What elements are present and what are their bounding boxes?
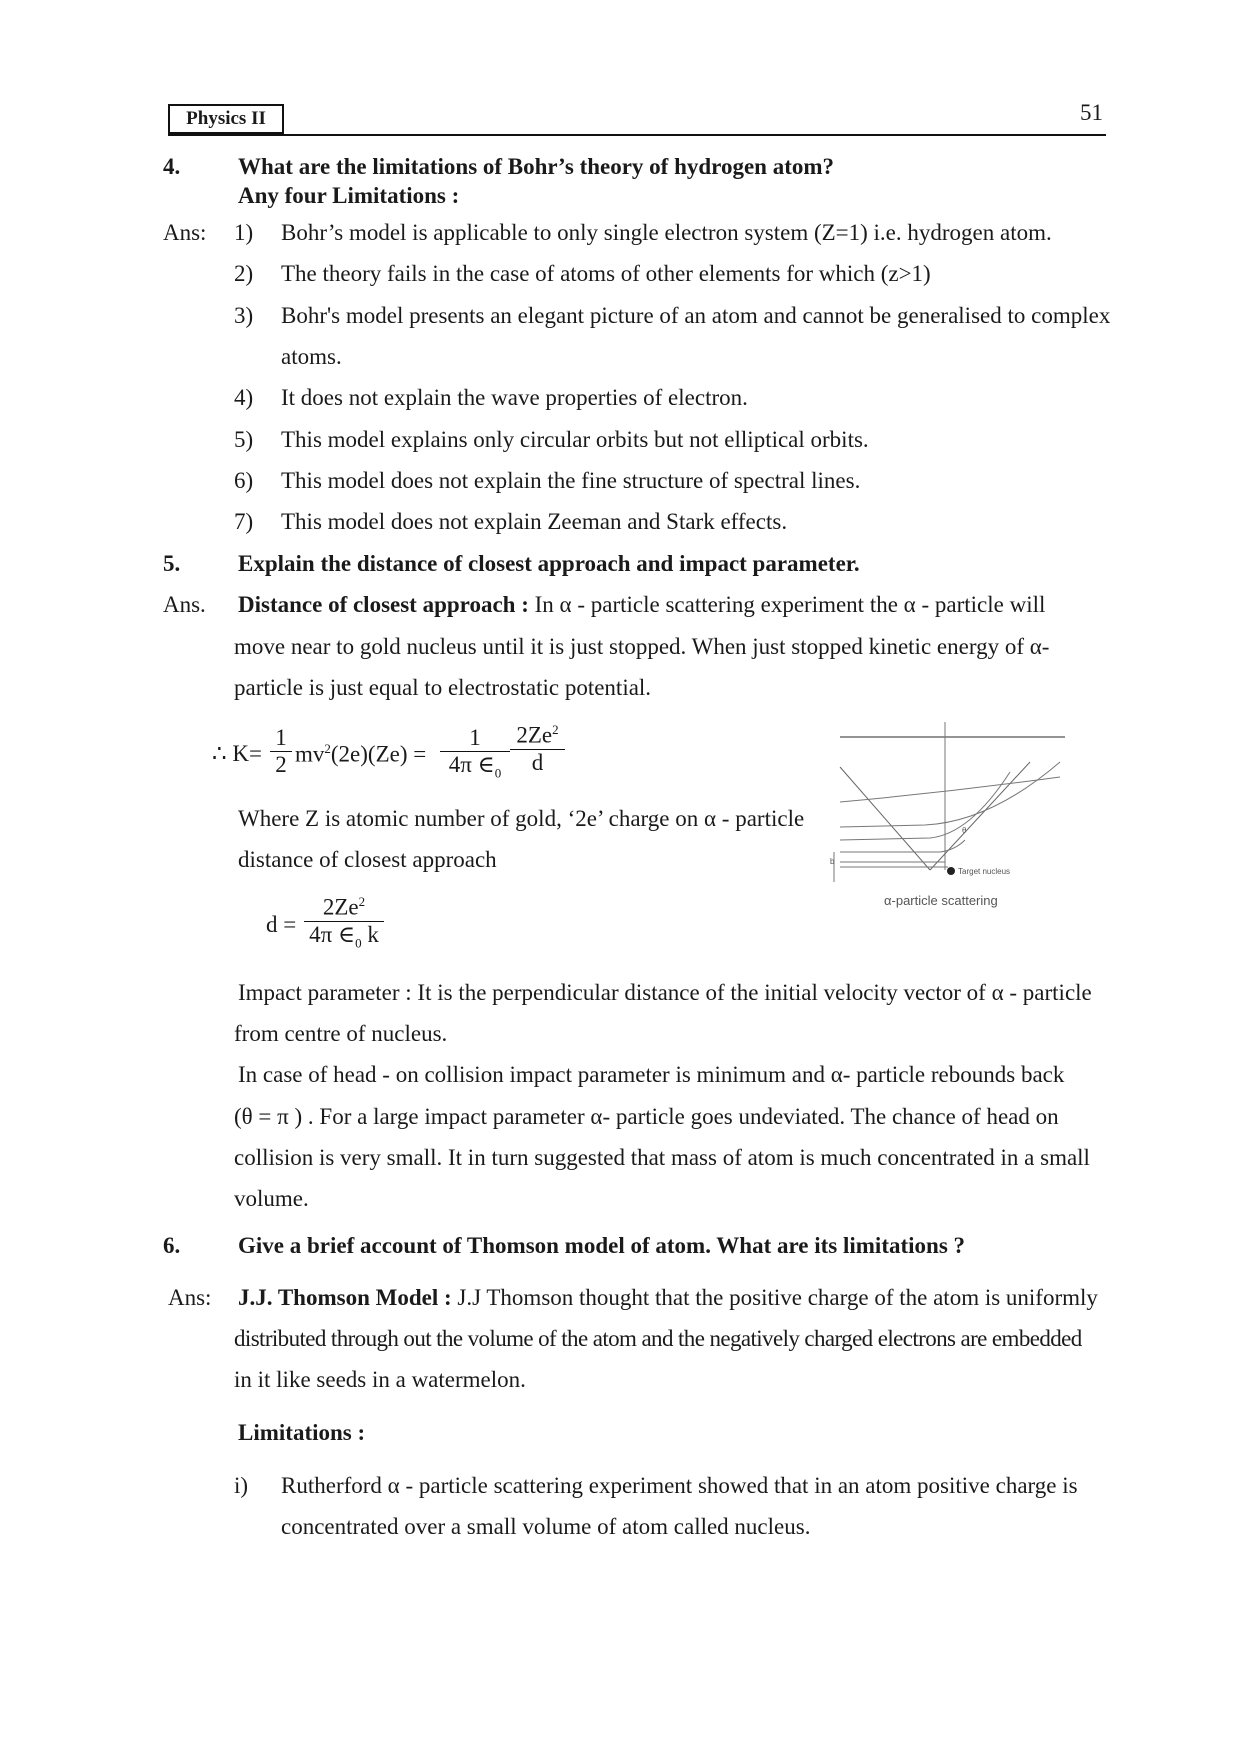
diagram-track-2	[840, 762, 1060, 827]
eq1-half-fraction	[270, 725, 292, 778]
q6-model-text: J.J Thomson thought that the positive charge of the atom is uniformly	[451, 1285, 1098, 1310]
q6-model-title: J.J. Thomson Model :	[238, 1285, 452, 1310]
eq1-rest: (2e)(Ze) =	[330, 741, 427, 767]
q5-where-line-2: distance of closest approach	[238, 847, 497, 872]
eq2-fraction	[304, 894, 384, 951]
eq2-lhs: d =	[266, 912, 297, 937]
q4-item-5-text: This model explains only circular orbits but not elliptical orbits.	[281, 427, 869, 452]
diagram-b-label: b	[830, 857, 835, 866]
subject-label: Physics II	[168, 104, 284, 134]
alpha-scattering-diagram	[830, 722, 1080, 912]
q4-subheading: Any four Limitations :	[238, 183, 460, 208]
q6-lim-num: i)	[234, 1473, 249, 1498]
eq1-f3-num-text: 2Ze	[516, 722, 553, 748]
eq2-den-text: 4π ∈	[309, 921, 356, 947]
q5-head-line-4: volume.	[234, 1186, 309, 1211]
diagram-rebound-line	[840, 767, 930, 870]
eq1-mv-sup: 2	[324, 741, 331, 756]
header-rule	[168, 134, 1106, 136]
q5-ans-label: Ans.	[163, 592, 206, 617]
q6-model-line-2: distributed through out the volume of the atom and the negatively charged electrons are embedded	[234, 1326, 1082, 1351]
diagram-track-3	[840, 772, 1010, 840]
eq1-f3-num-sup: 2	[552, 722, 559, 737]
eq1-charge-fraction	[510, 722, 565, 776]
q5-dca-line-3: particle is just equal to electrostatic potential.	[234, 675, 652, 700]
q4-ans-label: Ans:	[163, 220, 207, 245]
diagram-nucleus-label: Target nucleus	[958, 867, 1011, 876]
q4-item-2-text: The theory fails in the case of atoms of other elements for which (z>1)	[281, 261, 931, 286]
q5-where-line-1: Where Z is atomic number of gold, ‘2e’ charge on α - particle	[238, 806, 805, 831]
q5-dca-line-1	[238, 592, 1045, 618]
eq1-half-den: 2	[270, 751, 292, 778]
q5-impact-line-1: Impact parameter : It is the perpendicular distance of the initial velocity vector of α - particle	[238, 980, 1092, 1005]
eq1-half-num: 1	[275, 725, 287, 750]
eq2-num	[304, 894, 384, 921]
q5-head-line-2: (θ = π ) . For a large impact parameter α- particle goes undeviated. The chance of head on	[234, 1104, 1059, 1129]
eq1-middle	[295, 741, 426, 768]
q4-item-6-num: 6)	[234, 468, 254, 493]
eq1-mv: mv	[295, 741, 325, 767]
eq1-coulomb-fraction	[440, 725, 510, 782]
q4-number: 4.	[163, 154, 181, 179]
q4-item-4-text: It does not explain the wave properties of electron.	[281, 385, 748, 410]
eq1-f2-den-text: 4π ∈	[448, 752, 495, 777]
diagram-track-4	[840, 840, 965, 852]
q4-item-1-text: Bohr’s model is applicable to only single electron system (Z=1) i.e. hydrogen atom.	[281, 220, 1052, 245]
q5-dca-text: In α - particle scattering experiment the α - particle will	[528, 592, 1046, 617]
eq2-num-text: 2Ze	[322, 894, 359, 920]
q4-item-7-text: This model does not explain Zeeman and Stark effects.	[281, 509, 788, 534]
q6-model-line-1	[238, 1285, 1098, 1311]
q4-item-3-num: 3)	[234, 303, 254, 328]
q5-dca-line-2: move near to gold nucleus until it is just stopped. When just stopped kinetic energy of α-	[234, 634, 1050, 659]
q4-question: What are the limitations of Bohr’s theory of hydrogen atom?	[238, 154, 835, 179]
q4-item-6-text: This model does not explain the fine structure of spectral lines.	[281, 468, 861, 493]
q6-number: 6.	[163, 1233, 181, 1258]
q4-item-2-num: 2)	[234, 261, 254, 286]
diagram-target-nucleus	[947, 867, 955, 875]
q4-item-5-num: 5)	[234, 427, 254, 452]
eq1-f2-den-sub: 0	[494, 765, 502, 781]
diagram-caption: α-particle scattering	[884, 893, 998, 908]
q4-item-3-text: Bohr's model presents an elegant picture of an atom and cannot be generalised to complex	[281, 303, 1111, 328]
q6-limitations-heading: Limitations :	[238, 1420, 366, 1445]
q6-lim-line-1: Rutherford α - particle scattering experiment showed that in an atom positive charge is	[281, 1473, 1078, 1498]
page-number: 51	[1080, 100, 1103, 125]
eq1-f3-den: d	[510, 749, 565, 776]
eq2-den-tail: k	[361, 921, 379, 947]
q4-item-3-cont: atoms.	[281, 344, 342, 369]
eq2-den	[304, 921, 384, 952]
q6-lim-line-2: concentrated over a small volume of atom called nucleus.	[281, 1514, 811, 1539]
q5-head-line-3: collision is very small. It in turn suggested that mass of atom is much concentrated in a small	[234, 1145, 1090, 1170]
eq1-f3-num	[510, 722, 565, 749]
diagram-track-1	[840, 777, 1060, 802]
q4-item-4-num: 4)	[234, 385, 254, 410]
eq1-f2-den	[440, 751, 510, 782]
q5-head-line-1: In case of head - on collision impact parameter is minimum and α- particle rebounds back	[238, 1062, 1065, 1087]
q4-item-1-num: 1)	[234, 220, 254, 245]
q6-question: Give a brief account of Thomson model of atom. What are its limitations ?	[238, 1233, 966, 1258]
eq2-den-sub: 0	[355, 935, 362, 951]
q5-impact-line-2: from centre of nucleus.	[234, 1021, 448, 1046]
diagram-theta-label: θ	[962, 826, 967, 835]
q5-dca-title: Distance of closest approach :	[238, 592, 529, 617]
eq1-prefix: ∴ K=	[212, 741, 262, 766]
eq1-f2-num: 1	[469, 725, 481, 750]
q6-model-line-3: in it like seeds in a watermelon.	[234, 1367, 526, 1392]
q5-number: 5.	[163, 551, 181, 576]
q4-item-7-num: 7)	[234, 509, 254, 534]
eq2-num-sup: 2	[358, 894, 366, 909]
q5-question: Explain the distance of closest approach and impact parameter.	[238, 551, 860, 576]
q6-ans-label: Ans:	[168, 1285, 212, 1310]
